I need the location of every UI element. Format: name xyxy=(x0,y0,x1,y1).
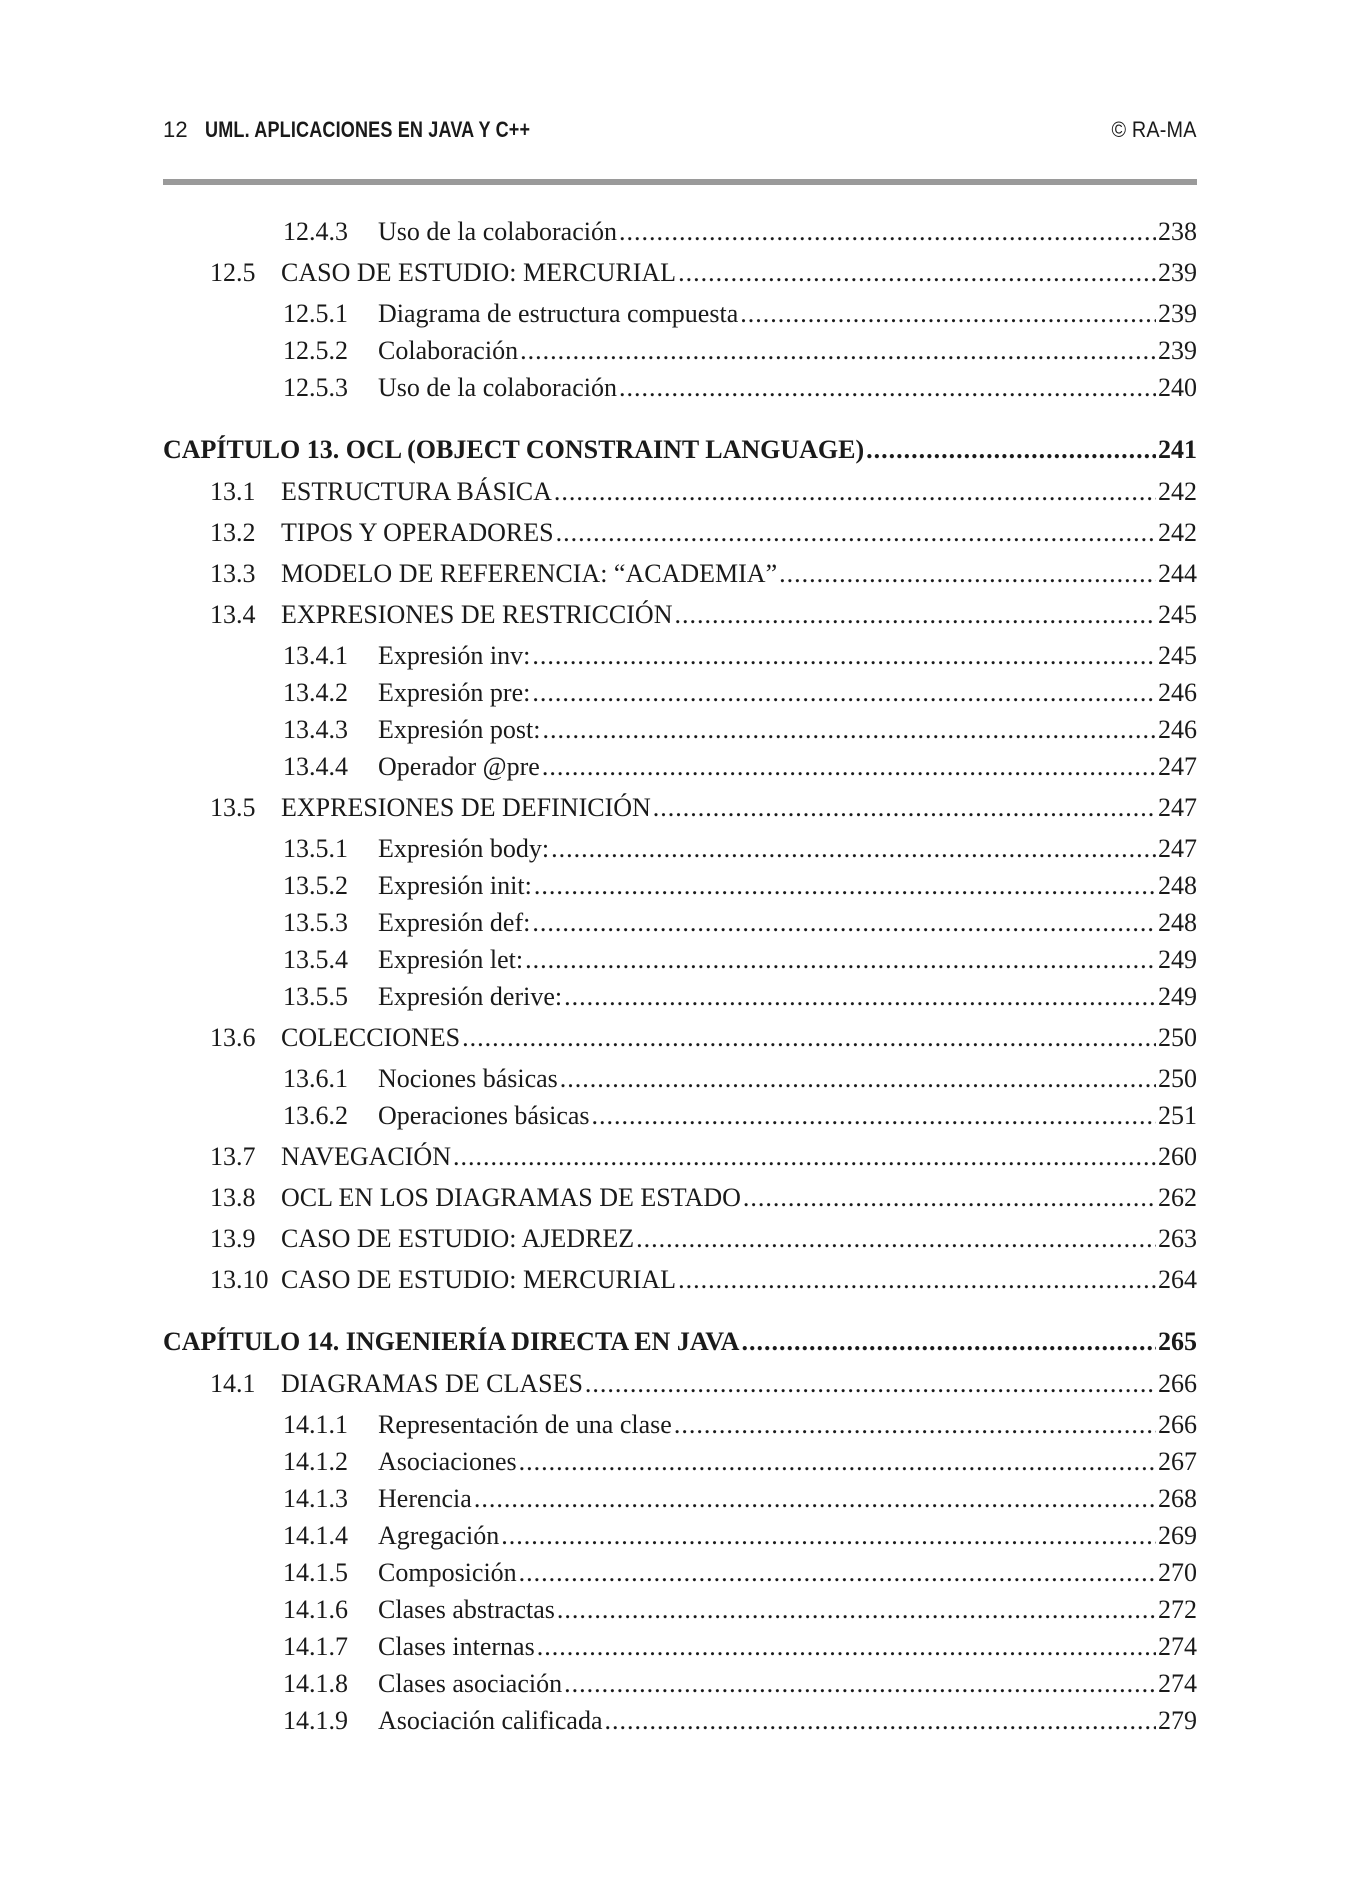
toc-entry-title: Expresión inv: xyxy=(378,641,531,670)
dot-leader xyxy=(519,1444,1156,1480)
toc-entry-title: Expresión post: xyxy=(378,715,541,744)
toc-section xyxy=(0,255,1346,291)
header-rule xyxy=(163,179,1197,185)
toc-entry-page: 246 xyxy=(1158,715,1197,744)
dot-leader xyxy=(741,1324,1156,1360)
toc-entry-number: 13.4.3 xyxy=(283,715,348,744)
toc-entry-number: 12.5.1 xyxy=(283,299,348,328)
toc-entry-number: 14.1.9 xyxy=(283,1706,348,1735)
dot-leader xyxy=(519,1555,1156,1591)
toc-entry-line xyxy=(281,790,1197,826)
toc-entry-page: 245 xyxy=(1158,600,1197,629)
toc-entry-page: 269 xyxy=(1158,1521,1197,1550)
dot-leader xyxy=(674,597,1156,633)
toc-entry-title: OCL EN LOS DIAGRAMAS DE ESTADO xyxy=(281,1183,741,1212)
toc-entry-title: DIAGRAMAS DE CLASES xyxy=(281,1369,583,1398)
toc-entry-number: 13.6.2 xyxy=(283,1101,348,1130)
dot-leader xyxy=(636,1221,1156,1257)
dot-leader xyxy=(551,831,1156,867)
toc-entry-number: 13.10 xyxy=(210,1265,269,1294)
toc-entry-line xyxy=(281,597,1197,633)
toc-entry-number: 13.4.2 xyxy=(283,678,348,707)
toc-entry-title: Asociaciones xyxy=(378,1447,517,1476)
toc-entry-number: 12.5 xyxy=(210,258,256,287)
toc-entry-number: 13.7 xyxy=(210,1142,256,1171)
toc-entry-page: 263 xyxy=(1158,1224,1197,1253)
toc-entry-number: 13.6 xyxy=(210,1023,256,1052)
toc-entry-number: 13.5.4 xyxy=(283,945,348,974)
dot-leader xyxy=(619,370,1156,406)
dot-leader xyxy=(462,1020,1156,1056)
dot-leader xyxy=(537,1629,1156,1665)
toc-entry-line xyxy=(378,1518,1197,1554)
toc-entry-page: 279 xyxy=(1158,1706,1197,1735)
toc-entry-title: Clases asociación xyxy=(378,1669,563,1698)
toc-entry-page: 247 xyxy=(1158,793,1197,822)
running-header xyxy=(163,117,1197,147)
toc-section xyxy=(0,556,1346,592)
toc-entry-number: 12.5.2 xyxy=(283,336,348,365)
toc-entry-line xyxy=(378,905,1197,941)
toc-entry-page: 272 xyxy=(1158,1595,1197,1624)
toc-entry-line xyxy=(378,1481,1197,1517)
toc-subsection xyxy=(0,1555,1346,1591)
toc-entry-line xyxy=(378,712,1197,748)
toc-entry-title: Expresión body: xyxy=(378,834,550,863)
toc-entry-title: COLECCIONES xyxy=(281,1023,461,1052)
toc-subsection xyxy=(0,1518,1346,1554)
toc-entry-page: 267 xyxy=(1158,1447,1197,1476)
toc-entry-page: 246 xyxy=(1158,678,1197,707)
toc-entry-number: 14.1.8 xyxy=(283,1669,348,1698)
toc-entry-page: 247 xyxy=(1158,752,1197,781)
toc-entry-line xyxy=(378,831,1197,867)
toc-subsection xyxy=(0,1481,1346,1517)
toc-entry-number: 13.5.1 xyxy=(283,834,348,863)
dot-leader xyxy=(543,712,1157,748)
toc-subsection xyxy=(0,1666,1346,1702)
toc-subsection xyxy=(0,638,1346,674)
dot-leader xyxy=(532,675,1156,711)
dot-leader xyxy=(520,333,1156,369)
dot-leader xyxy=(534,868,1156,904)
toc-entry-page: 239 xyxy=(1158,299,1197,328)
dot-leader xyxy=(525,942,1156,978)
toc-entry-title: CASO DE ESTUDIO: MERCURIAL xyxy=(281,258,677,287)
toc-entry-title: Clases internas xyxy=(378,1632,535,1661)
toc-subsection xyxy=(0,370,1346,406)
dot-leader xyxy=(542,749,1156,785)
toc-section xyxy=(0,474,1346,510)
toc-entry-line xyxy=(378,214,1197,250)
toc-section xyxy=(0,1221,1346,1257)
dot-leader xyxy=(585,1366,1156,1402)
dot-leader xyxy=(501,1518,1156,1554)
toc-entry-line xyxy=(281,255,1197,291)
toc-entry-line xyxy=(281,474,1197,510)
toc-entry-line xyxy=(281,1180,1197,1216)
toc-entry-page: 268 xyxy=(1158,1484,1197,1513)
toc-entry-line xyxy=(378,1407,1197,1443)
toc-entry-title: Uso de la colaboración xyxy=(378,373,617,402)
toc-entry-page: 274 xyxy=(1158,1632,1197,1661)
dot-leader xyxy=(592,1098,1156,1134)
toc-entry-page: 250 xyxy=(1158,1064,1197,1093)
toc-subsection xyxy=(0,831,1346,867)
toc-entry-page: 240 xyxy=(1158,373,1197,402)
toc-entry-line xyxy=(378,333,1197,369)
toc-section xyxy=(0,1366,1346,1402)
toc-entry-page: 247 xyxy=(1158,834,1197,863)
toc-subsection xyxy=(0,1098,1346,1134)
toc-entry-number: 13.5.3 xyxy=(283,908,348,937)
dot-leader xyxy=(619,214,1156,250)
toc-entry-page: 249 xyxy=(1158,945,1197,974)
toc-entry-line xyxy=(163,432,1197,468)
toc-entry-line xyxy=(281,1221,1197,1257)
toc-entry-title: Clases abstractas xyxy=(378,1595,555,1624)
toc-entry-line xyxy=(378,296,1197,332)
dot-leader xyxy=(556,515,1156,551)
toc-entry-title: Agregación xyxy=(378,1521,500,1550)
toc-entry-number: 14.1.6 xyxy=(283,1595,348,1624)
dot-leader xyxy=(674,1407,1156,1443)
toc-entry-line xyxy=(378,1098,1197,1134)
toc-entry-page: 248 xyxy=(1158,871,1197,900)
toc-entry-title: Composición xyxy=(378,1558,517,1587)
toc-subsection xyxy=(0,905,1346,941)
toc-chapter xyxy=(0,1324,1346,1360)
toc-entry-line xyxy=(378,1592,1197,1628)
dot-leader xyxy=(532,905,1156,941)
toc-entry-title: ESTRUCTURA BÁSICA xyxy=(281,477,552,506)
dot-leader xyxy=(564,979,1156,1015)
toc-entry-line xyxy=(378,868,1197,904)
toc-entry-page: 264 xyxy=(1158,1265,1197,1294)
toc-entry-page: 239 xyxy=(1158,258,1197,287)
toc-entry-line xyxy=(378,942,1197,978)
toc-entry-number: 14.1.3 xyxy=(283,1484,348,1513)
toc-entry-title: Operaciones básicas xyxy=(378,1101,590,1130)
toc-section xyxy=(0,1180,1346,1216)
dot-leader xyxy=(866,432,1156,468)
dot-leader xyxy=(678,255,1156,291)
header-publisher: © RA-MA xyxy=(1111,117,1197,142)
toc-subsection xyxy=(0,1444,1346,1480)
toc-entry-line xyxy=(378,1061,1197,1097)
toc-section xyxy=(0,515,1346,551)
dot-leader xyxy=(653,790,1156,826)
dot-leader xyxy=(453,1139,1156,1175)
toc-subsection xyxy=(0,1061,1346,1097)
toc-entry-number: 14.1 xyxy=(210,1369,256,1398)
toc-entry-page: 248 xyxy=(1158,908,1197,937)
toc-entry-line xyxy=(281,556,1197,592)
toc-entry-number: 13.1 xyxy=(210,477,256,506)
toc-section xyxy=(0,790,1346,826)
toc-entry-page: 250 xyxy=(1158,1023,1197,1052)
toc-entry-line xyxy=(378,749,1197,785)
toc-entry-title: CAPÍTULO 13. OCL (OBJECT CONSTRAINT LANGUAGE) xyxy=(163,435,865,464)
toc-section xyxy=(0,1139,1346,1175)
toc-entry-number: 13.4 xyxy=(210,600,256,629)
toc-entry-title: Colaboración xyxy=(378,336,519,365)
toc-subsection xyxy=(0,333,1346,369)
toc-section xyxy=(0,1262,1346,1298)
toc-entry-line xyxy=(378,1555,1197,1591)
toc-entry-page: 266 xyxy=(1158,1410,1197,1439)
toc-subsection xyxy=(0,749,1346,785)
toc-entry-title: Representación de una clase xyxy=(378,1410,672,1439)
toc-entry-title: Expresión def: xyxy=(378,908,531,937)
toc-entry-page: 270 xyxy=(1158,1558,1197,1587)
toc-subsection xyxy=(0,712,1346,748)
toc-entry-title: Diagrama de estructura compuesta xyxy=(378,299,739,328)
toc-entry-number: 12.4.3 xyxy=(283,217,348,246)
toc-entry-number: 14.1.2 xyxy=(283,1447,348,1476)
toc-subsection xyxy=(0,979,1346,1015)
toc-entry-page: 244 xyxy=(1158,559,1197,588)
toc-entry-number: 13.6.1 xyxy=(283,1064,348,1093)
toc-entry-page: 239 xyxy=(1158,336,1197,365)
dot-leader xyxy=(564,1666,1156,1702)
toc-entry-title: Expresión let: xyxy=(378,945,524,974)
toc-subsection xyxy=(0,868,1346,904)
toc-entry-line xyxy=(378,1666,1197,1702)
dot-leader xyxy=(740,296,1156,332)
toc-entry-page: 241 xyxy=(1158,435,1197,464)
toc-entry-number: 12.5.3 xyxy=(283,373,348,402)
toc-entry-page: 265 xyxy=(1158,1327,1197,1356)
dot-leader xyxy=(554,474,1156,510)
toc-entry-line xyxy=(281,1366,1197,1402)
toc-entry-page: 251 xyxy=(1158,1101,1197,1130)
toc-entry-page: 242 xyxy=(1158,518,1197,547)
toc-entry-title: CAPÍTULO 14. INGENIERÍA DIRECTA EN JAVA xyxy=(163,1327,740,1356)
toc-entry-line xyxy=(378,638,1197,674)
toc-subsection xyxy=(0,1629,1346,1665)
toc-entry-line xyxy=(378,1629,1197,1665)
toc-entry-line xyxy=(281,1139,1197,1175)
toc-entry-number: 13.8 xyxy=(210,1183,256,1212)
toc-entry-number: 14.1.5 xyxy=(283,1558,348,1587)
toc-entry-title: CASO DE ESTUDIO: MERCURIAL xyxy=(281,1265,677,1294)
toc-entry-number: 13.4.4 xyxy=(283,752,348,781)
toc-entry-line xyxy=(281,515,1197,551)
toc-subsection xyxy=(0,1407,1346,1443)
toc-entry-number: 14.1.4 xyxy=(283,1521,348,1550)
toc-entry-line xyxy=(281,1262,1197,1298)
toc-entry-number: 13.5 xyxy=(210,793,256,822)
toc-subsection xyxy=(0,1703,1346,1739)
toc-entry-title: Nociones básicas xyxy=(378,1064,558,1093)
toc-entry-number: 14.1.7 xyxy=(283,1632,348,1661)
toc-entry-title: Expresión init: xyxy=(378,871,532,900)
toc-entry-page: 245 xyxy=(1158,641,1197,670)
toc-entry-number: 13.5.2 xyxy=(283,871,348,900)
toc-subsection xyxy=(0,296,1346,332)
toc-entry-title: EXPRESIONES DE RESTRICCIÓN xyxy=(281,600,673,629)
toc-entry-page: 266 xyxy=(1158,1369,1197,1398)
toc-entry-line xyxy=(378,675,1197,711)
dot-leader xyxy=(605,1703,1157,1739)
toc-entry-number: 13.4.1 xyxy=(283,641,348,670)
toc-chapter xyxy=(0,432,1346,468)
toc-entry-title: CASO DE ESTUDIO: AJEDREZ xyxy=(281,1224,635,1253)
toc-section xyxy=(0,597,1346,633)
toc-entry-number: 13.2 xyxy=(210,518,256,547)
header-book-title: UML. APLICACIONES EN JAVA Y C++ xyxy=(205,117,531,142)
toc-entry-line xyxy=(378,979,1197,1015)
toc-entry-page: 249 xyxy=(1158,982,1197,1011)
dot-leader xyxy=(560,1061,1156,1097)
toc-entry-number: 13.9 xyxy=(210,1224,256,1253)
toc-entry-title: Expresión derive: xyxy=(378,982,563,1011)
dot-leader xyxy=(557,1592,1156,1628)
dot-leader xyxy=(532,638,1156,674)
toc-entry-line xyxy=(163,1324,1197,1360)
toc-entry-page: 262 xyxy=(1158,1183,1197,1212)
toc-entry-number: 13.5.5 xyxy=(283,982,348,1011)
toc-entry-title: NAVEGACIÓN xyxy=(281,1142,451,1171)
toc-subsection xyxy=(0,675,1346,711)
dot-leader xyxy=(743,1180,1156,1216)
toc-subsection xyxy=(0,1592,1346,1628)
toc-entry-title: Asociación calificada xyxy=(378,1706,603,1735)
toc-entry-number: 13.3 xyxy=(210,559,256,588)
toc-subsection xyxy=(0,942,1346,978)
toc-entry-number: 14.1.1 xyxy=(283,1410,348,1439)
toc-entry-line xyxy=(281,1020,1197,1056)
header-page-number: 12 xyxy=(163,117,188,142)
toc-entry-page: 238 xyxy=(1158,217,1197,246)
toc-entry-title: Herencia xyxy=(378,1484,472,1513)
toc-entry-line xyxy=(378,1703,1197,1739)
toc-subsection xyxy=(0,214,1346,250)
toc-entry-page: 274 xyxy=(1158,1669,1197,1698)
dot-leader xyxy=(779,556,1156,592)
toc-entry-title: MODELO DE REFERENCIA: “ACADEMIA” xyxy=(281,559,778,588)
toc-entry-line xyxy=(378,1444,1197,1480)
toc-entry-title: EXPRESIONES DE DEFINICIÓN xyxy=(281,793,651,822)
dot-leader xyxy=(678,1262,1156,1298)
toc-section xyxy=(0,1020,1346,1056)
toc-entry-title: Uso de la colaboración xyxy=(378,217,617,246)
dot-leader xyxy=(474,1481,1156,1517)
toc-entry-page: 260 xyxy=(1158,1142,1197,1171)
toc-entry-title: TIPOS Y OPERADORES xyxy=(281,518,554,547)
toc-entry-page: 242 xyxy=(1158,477,1197,506)
toc-entry-title: Operador @pre xyxy=(378,752,540,781)
toc-entry-line xyxy=(378,370,1197,406)
toc-entry-title: Expresión pre: xyxy=(378,678,531,707)
